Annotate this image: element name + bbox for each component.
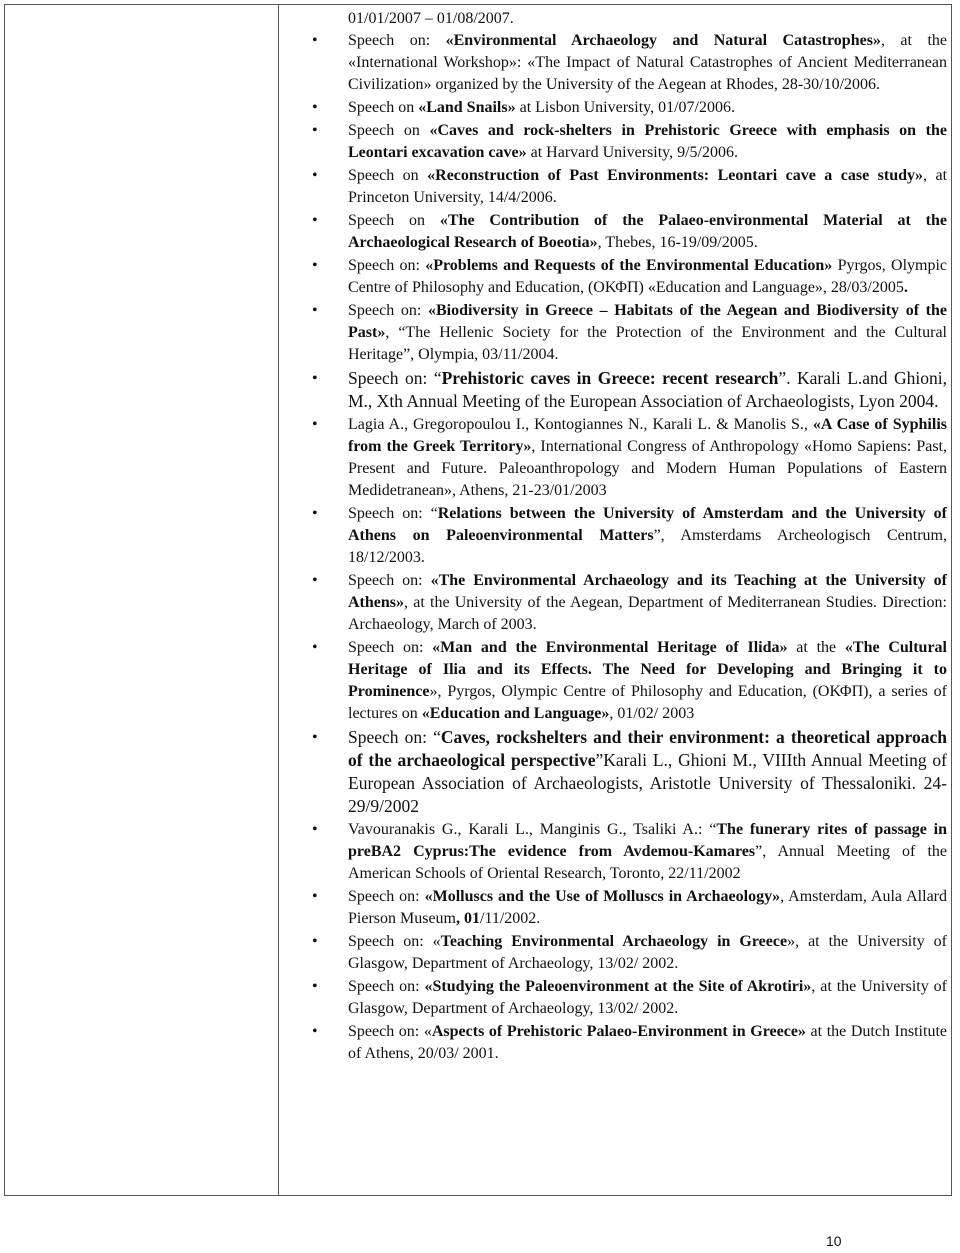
text: Speech on: — [348, 572, 431, 589]
bold-text: Relations between the University of Amsterdam and the University of Athens on Paleoenvironmental Matters — [348, 505, 948, 544]
text: Vavouranakis G., Karali L., Manginis G., Tsaliki A.: “ — [348, 821, 717, 838]
text: Speech on: — [348, 302, 428, 319]
text: », Pyrgos, Olympic Centre of Philosophy and Education, (ΟΚΦΠ), a series of lectures on — [348, 683, 947, 722]
text: at the Dutch Institute of Athens, 20/03/ 2001. — [348, 1023, 947, 1062]
list-item — [348, 570, 947, 636]
list-item — [348, 976, 947, 1020]
text: Speech on: “ — [348, 505, 438, 522]
bold-text: Caves, rockshelters and their environment: a theoretical approach of the archaeological perspective — [348, 727, 947, 770]
text: Speech on — [348, 212, 440, 229]
left-column — [5, 5, 279, 1195]
list-item — [348, 300, 947, 366]
list-item — [348, 165, 947, 209]
list-item — [348, 255, 947, 299]
text: , 01/02/ 2003 — [609, 705, 695, 722]
list-item — [348, 210, 947, 254]
bold-text: «Environmental Archaeology and Natural Catastrophes» — [445, 32, 881, 49]
list-item — [348, 819, 947, 885]
text: Speech on — [348, 122, 430, 139]
text: /11/2002. — [480, 910, 541, 927]
text: Speech on: “ — [348, 368, 442, 388]
bold-text: The funerary rites of passage in preBA2 Cyprus:The evidence from Avdemou-Kamares — [348, 821, 948, 860]
bold-text: «Molluscs and the Use of Molluscs in Archaeology» — [424, 888, 781, 905]
cv-table — [4, 4, 952, 1196]
text: ”. Karali L.and Ghioni, M., Xth Annual Meeting of the European Association of Archaeologists, Lyon 2004. — [348, 368, 947, 411]
text: ”Karali L., Ghioni M., VIIIth Annual Meeting of European Association of Archaeologists, Aristotle University of Thessaloniki. 24-29/9/2002 — [348, 750, 947, 816]
list-item — [348, 886, 947, 930]
bold-text: «The Environmental Archaeology and its Teaching at the University of Athens» — [348, 572, 947, 611]
text: , at the University of Glasgow, Department of Archaeology, 13/02/ 2002. — [348, 978, 947, 1017]
text: Lagia A., Gregoropoulou I., Kontogiannes N., Karali L. & Manolis S., — [348, 416, 813, 433]
page-number: 10 — [826, 1233, 842, 1249]
list-item — [348, 1021, 947, 1065]
text: », at the University of Glasgow, Department of Archaeology, 13/02/ 2002. — [348, 933, 948, 972]
content-column — [280, 5, 951, 1195]
list-item — [348, 931, 947, 975]
list-item — [348, 30, 947, 96]
text: , at the «International Workshop»: «The Impact of Natural Catastrophes of Ancient Mediterranean Civilization» organized by the University of the Aegean at Rhodes, 28-30/10/2006. — [348, 32, 948, 93]
list-item — [348, 414, 947, 502]
bold-text: , 01 — [456, 910, 480, 927]
list-item — [348, 97, 947, 119]
list-item — [348, 726, 947, 818]
text: Speech on: « — [348, 1023, 432, 1040]
text: , at Princeton University, 14/4/2006. — [348, 167, 948, 206]
text: Speech on: — [348, 888, 425, 905]
text: at Lisbon University, 01/07/2006. — [515, 99, 735, 116]
bold-text: «Studying the Paleoenvironment at the Site of Akrotiri» — [424, 978, 812, 995]
bold-text: Prehistoric caves in Greece: recent research — [441, 368, 779, 388]
text: Speech on: — [348, 32, 446, 49]
bold-text: «Reconstruction of Past Environments: Leontari cave a case study» — [427, 167, 923, 184]
list-item — [348, 637, 947, 725]
text: Speech on — [348, 99, 419, 116]
continued-date-line: 01/01/2007 – 01/08/2007. — [348, 10, 514, 27]
text: Speech on: « — [348, 933, 441, 950]
bold-text: . — [903, 279, 908, 296]
list-item — [348, 503, 947, 569]
text: Speech on: — [348, 639, 433, 656]
bold-text: «The Cultural Heritage of Ilia and its Effects. The Need for Developing and Bringing it to Prominence — [348, 639, 948, 700]
bold-text: «A Case of Syphilis from the Greek Territory» — [348, 416, 947, 455]
list-item — [348, 120, 947, 164]
bold-text: «The Contribution of the Palaeo-environmental Material at the Archaeological Research of Boeotia» — [348, 212, 947, 251]
text: , “The Hellenic Society for the Protection of the Environment and the Cultural Heritage”, Olympia, 03/11/2004. — [348, 324, 947, 363]
bold-text: «Man and the Environmental Heritage of Ilida» — [432, 639, 788, 656]
list-item — [348, 367, 947, 413]
text: , at the University of the Aegean, Department of Mediterranean Studies. Direction: Archaeology, March of 2003. — [348, 594, 947, 633]
bold-text: «Education and Language» — [421, 705, 610, 722]
text: ”, Amsterdams Archeologisch Centrum, 18/12/2003. — [348, 527, 947, 566]
bold-text: Teaching Environmental Archaeology in Greece — [440, 933, 788, 950]
text: Speech on: “ — [348, 727, 441, 747]
text: , Amsterdam, Aula Allard Pierson Museum — [348, 888, 947, 927]
text: Speech on: — [348, 257, 426, 274]
bold-text: «Caves and rock-shelters in Prehistoric Greece with emphasis on the Leontari excavation cave» — [348, 122, 948, 161]
text: Speech on — [348, 167, 428, 184]
bold-text: Aspects of Prehistoric Palaeo-Environment in Greece» — [431, 1023, 806, 1040]
text: Speech on: — [348, 978, 425, 995]
text: at Harvard University, 9/5/2006. — [526, 144, 738, 161]
bold-text: «Biodiversity in Greece – Habitats of the Aegean and Biodiversity of the Past» — [348, 302, 947, 341]
bold-text: «Land Snails» — [418, 99, 516, 116]
speech-list — [348, 30, 947, 1066]
text: Pyrgos, Olympic Centre of Philosophy and Education, (ΟΚΦΠ) «Education and Language», 28/03/2005 — [348, 257, 947, 296]
text: ”, Annual Meeting of the American Schools of Oriental Research, Toronto, 22/11/2002 — [348, 843, 947, 882]
bold-text: «Problems and Requests of the Environmental Education» — [425, 257, 833, 274]
text: , International Congress of Anthropology «Homo Sapiens: Past, Present and Future. Paleoanthropology and Modern Human Populations of Eastern Medidetranean», Athens, 21-23/01/2003 — [348, 438, 948, 499]
text: , Thebes, 16-19/09/2005. — [597, 234, 758, 251]
text: at the — [787, 639, 845, 656]
